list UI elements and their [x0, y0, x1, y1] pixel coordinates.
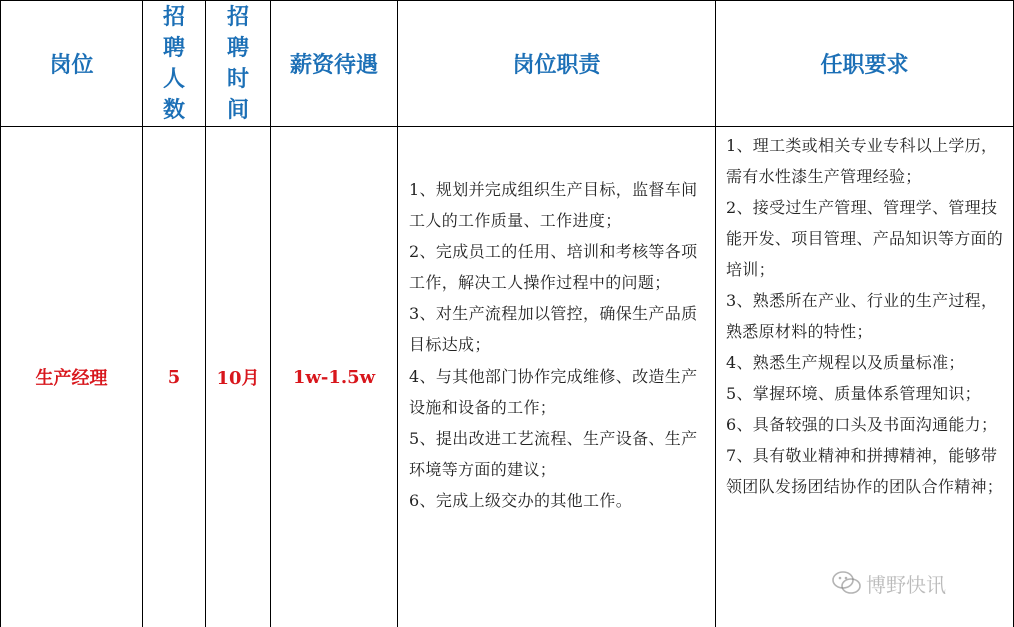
duty-item: 2、完成员工的任用、培训和考核等各项工作，解决工人操作过程中的问题； — [409, 242, 698, 293]
cell-headcount: 5 — [167, 366, 181, 388]
duty-item: 6、完成上级交办的其他工作。 — [409, 490, 633, 510]
watermark-text: 博野快讯 — [866, 572, 946, 597]
header-position: 岗位 — [49, 52, 94, 78]
duty-item: 5、提出改进工艺流程、生产设备、生产环境等方面的建议； — [409, 428, 698, 479]
requirement-item: 5、掌握环境、质量体系管理知识； — [726, 384, 981, 403]
header-headcount-char: 人 — [162, 65, 185, 92]
duty-item: 4、与其他部门协作完成维修、改造生产设施和设备的工作； — [409, 366, 698, 417]
requirement-item: 3、熟悉所在产业、行业的生产过程，熟悉原材料的特性； — [726, 291, 998, 341]
header-hire-time-char: 时 — [226, 65, 249, 92]
cell-salary: 1w-1.5w — [292, 366, 376, 388]
requirement-item: 6、具备较强的口头及书面沟通能力； — [726, 415, 998, 434]
wechat-icon — [832, 570, 862, 596]
requirement-item: 4、熟悉生产规程以及质量标准； — [726, 353, 965, 372]
cell-hire-time: 10月 — [216, 368, 260, 389]
requirement-item: 1、理工类或相关专业专科以上学历，需有水性漆生产管理经验； — [726, 136, 998, 186]
duty-item: 1、规划并完成组织生产目标，监督车间工人的工作质量、工作进度； — [409, 180, 698, 231]
header-hire-time-char: 间 — [226, 96, 249, 123]
header-hire-time-char: 招 — [226, 3, 249, 30]
watermark — [832, 567, 1012, 599]
duty-item: 3、对生产流程加以管控，确保生产品质目标达成； — [409, 304, 698, 355]
requirement-item: 7、具有敬业精神和拼搏精神，能够带领团队发扬团结协作的团队合作精神； — [726, 446, 1004, 496]
header-headcount-char: 数 — [162, 96, 185, 123]
header-duties: 岗位职责 — [512, 52, 601, 78]
header-hire-time-char: 聘 — [226, 34, 249, 61]
header-headcount-char: 招 — [162, 3, 185, 30]
cell-position: 生产经理 — [35, 368, 108, 389]
cell-requirements — [726, 130, 1004, 502]
header-headcount-char: 聘 — [162, 34, 185, 61]
header-requirements: 任职要求 — [820, 52, 909, 78]
requirement-item: 2、接受过生产管理、管理学、管理技能开发、项目管理、产品知识等方面的培训； — [726, 198, 1004, 279]
header-salary: 薪资待遇 — [289, 52, 378, 78]
cell-duties — [409, 174, 709, 516]
header-hire-time — [206, 1, 270, 126]
header-headcount — [143, 1, 205, 126]
